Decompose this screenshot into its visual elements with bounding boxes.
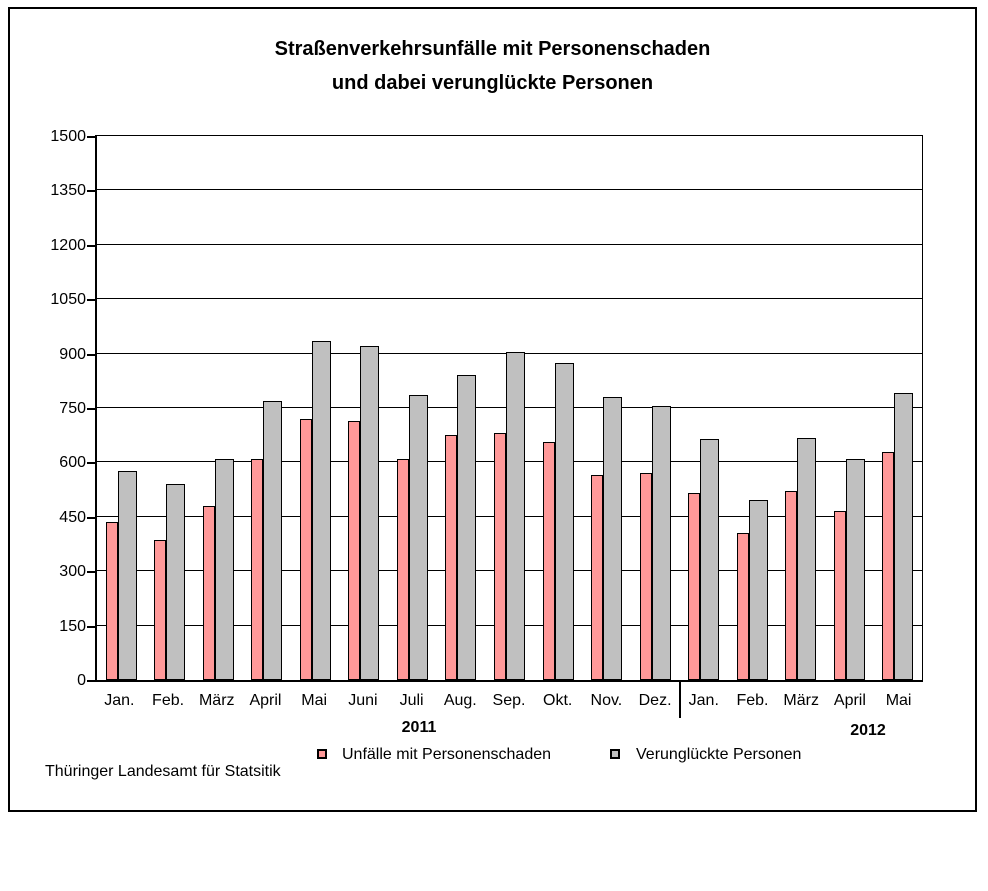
x-axis-labels (95, 692, 923, 710)
y-tick-label: 1500 (50, 128, 86, 145)
y-tick (87, 626, 95, 628)
bar-series (97, 136, 922, 680)
y-tick (87, 136, 95, 138)
bar-unfaelle (688, 493, 700, 680)
bar-group (340, 136, 389, 680)
bar-group (146, 136, 195, 680)
y-tick (87, 245, 95, 247)
y-tick (87, 354, 95, 356)
x-tick-label: März (783, 692, 819, 709)
x-tick-label: Dez. (638, 692, 672, 709)
bar-group (388, 136, 437, 680)
chart-title-line2: und dabei verunglückte Personen (331, 72, 654, 94)
plot-area (95, 135, 923, 682)
bar-group (485, 136, 534, 680)
bar-unfaelle (591, 475, 603, 680)
bar-unfaelle (640, 473, 652, 680)
bar-group (194, 136, 243, 680)
x-tick-label: Juli (399, 692, 424, 709)
y-tick-label: 450 (59, 509, 86, 526)
bar-unfaelle (494, 433, 506, 680)
year-label-2011: 2011 (401, 719, 437, 736)
bar-verunglueckte (506, 352, 525, 680)
bar-group (437, 136, 486, 680)
bar-unfaelle (882, 452, 894, 680)
bar-unfaelle (737, 533, 749, 680)
bar-group (874, 136, 923, 680)
bar-unfaelle (445, 435, 457, 680)
bar-verunglueckte (894, 393, 913, 680)
y-tick (87, 190, 95, 192)
bar-verunglueckte (215, 459, 234, 680)
bar-group (534, 136, 583, 680)
x-tick-label: Aug. (443, 692, 477, 709)
bar-verunglueckte (797, 438, 816, 680)
x-tick-label: Juni (348, 692, 378, 709)
x-tick-label: Mai (885, 692, 912, 709)
x-tick-label: April (249, 692, 282, 709)
legend-marker-verunglueckte-icon (610, 749, 620, 759)
x-tick-label: Jan. (104, 692, 135, 709)
bar-verunglueckte (360, 346, 379, 680)
x-tick-label: April (833, 692, 866, 709)
bar-verunglueckte (409, 395, 428, 680)
bar-unfaelle (154, 540, 166, 680)
bar-verunglueckte (749, 500, 768, 680)
y-tick-label: 150 (59, 618, 86, 635)
x-tick-label: Jan. (688, 692, 719, 709)
bar-unfaelle (834, 511, 846, 680)
y-tick-label: 1200 (50, 237, 86, 254)
x-tick-label: Feb. (152, 692, 185, 709)
x-tick-label: März (198, 692, 235, 709)
bar-unfaelle (348, 421, 360, 680)
bar-group (582, 136, 631, 680)
legend-label-verunglueckte: Verunglückte Personen (636, 746, 802, 763)
x-tick-label: Okt. (543, 692, 573, 709)
bar-unfaelle (785, 491, 797, 680)
legend-label-unfaelle: Unfälle mit Personenschaden (342, 746, 552, 763)
bar-unfaelle (300, 419, 312, 680)
year-label-2012: 2012 (850, 722, 886, 739)
bar-group (728, 136, 777, 680)
y-tick (87, 517, 95, 519)
x-tick-label: Nov. (590, 692, 623, 709)
y-tick-label: 1050 (50, 291, 86, 308)
bar-verunglueckte (700, 439, 719, 680)
y-tick-label: 750 (59, 400, 86, 417)
x-tick-label: Feb. (736, 692, 769, 709)
source-text: Thüringer Landesamt für Statsitik (45, 763, 281, 780)
bar-verunglueckte (118, 471, 137, 680)
bar-unfaelle (203, 506, 215, 680)
y-tick-label: 1350 (50, 182, 86, 199)
bar-verunglueckte (652, 406, 671, 680)
year-divider-line (679, 681, 681, 718)
bar-unfaelle (543, 442, 555, 680)
bar-unfaelle (251, 459, 263, 680)
chart-title (8, 32, 977, 100)
bar-group (679, 136, 728, 680)
y-tick-label: 600 (59, 454, 86, 471)
chart-title-line1: Straßenverkehrsunfälle mit Personenschaden (274, 38, 711, 60)
y-tick-label: 900 (59, 346, 86, 363)
x-tick-label: Sep. (492, 692, 526, 709)
y-tick (87, 571, 95, 573)
y-tick (87, 680, 95, 682)
y-tick (87, 408, 95, 410)
y-tick-label: 0 (77, 672, 86, 689)
bar-verunglueckte (263, 401, 282, 680)
bar-verunglueckte (166, 484, 185, 680)
bar-unfaelle (106, 522, 118, 680)
y-tick (87, 299, 95, 301)
y-tick-label: 300 (59, 563, 86, 580)
bar-group (97, 136, 146, 680)
bar-group (631, 136, 680, 680)
bar-group (825, 136, 874, 680)
bar-verunglueckte (846, 459, 865, 680)
bar-verunglueckte (457, 375, 476, 680)
bar-group (776, 136, 825, 680)
bar-group (291, 136, 340, 680)
bar-verunglueckte (312, 341, 331, 680)
legend-marker-unfaelle-icon (317, 749, 327, 759)
bar-group (243, 136, 292, 680)
bar-unfaelle (397, 459, 409, 680)
bar-verunglueckte (603, 397, 622, 680)
bar-verunglueckte (555, 363, 574, 680)
x-tick-label: Mai (301, 692, 328, 709)
y-tick (87, 462, 95, 464)
